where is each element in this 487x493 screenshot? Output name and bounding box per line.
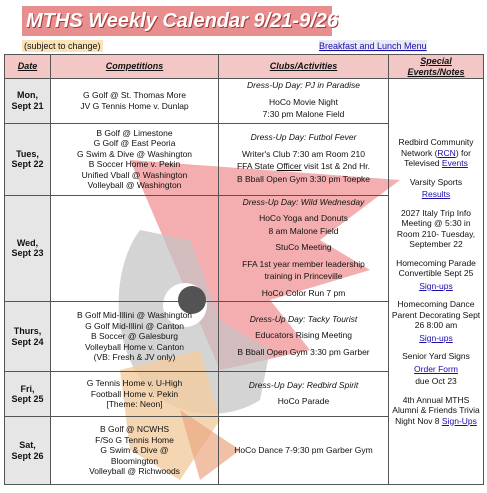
events-link[interactable]: Events bbox=[441, 158, 468, 168]
competition-item: Volleyball @ Washington bbox=[87, 180, 182, 190]
dress-up-day: Dress-Up Day: Redbird Spirit bbox=[248, 379, 359, 390]
page-title: MTHS Weekly Calendar 9/21-9/26 bbox=[22, 6, 332, 36]
competitions-cell bbox=[51, 195, 219, 302]
rcn-link[interactable]: RCN bbox=[437, 147, 456, 158]
date-date: Sept 22 bbox=[11, 159, 44, 169]
date-date: Sept 25 bbox=[11, 394, 44, 404]
competitions-cell bbox=[51, 79, 219, 124]
competition-item: (VB: Fresh & JV only) bbox=[93, 352, 176, 363]
competition-item: G Tennis Home v. U-High bbox=[86, 378, 183, 389]
table-header-row bbox=[5, 55, 484, 79]
special-events-cell bbox=[389, 79, 484, 485]
date-day: Fri, bbox=[20, 383, 35, 394]
competition-item: B Golf @ NCWHS bbox=[99, 424, 170, 435]
competition-item: G Golf Mid-Illini @ Canton bbox=[85, 320, 184, 331]
event-text: Redbird Community Network ( bbox=[398, 137, 474, 158]
club-item: FFA 1st year member leadership bbox=[242, 258, 365, 269]
parade-signup-link[interactable]: Sign-ups bbox=[419, 280, 453, 291]
club-item: 7:30 pm Malone Field bbox=[262, 109, 345, 119]
competition-item: B Soccer @ Galesburg bbox=[90, 331, 179, 342]
club-item: HoCo Parade bbox=[277, 396, 330, 406]
event-homecoming-parade bbox=[391, 258, 481, 292]
clubs-cell bbox=[219, 195, 389, 302]
competition-item: Unified Vball @ Washington bbox=[81, 169, 188, 180]
date-date: Sept 24 bbox=[11, 336, 44, 347]
club-item: 8 am Malone Field bbox=[268, 225, 339, 236]
clubs-cell bbox=[219, 372, 389, 417]
event-redbird-network bbox=[391, 137, 481, 169]
event-trivia-night bbox=[391, 395, 481, 427]
event-text: Homecoming Parade Convertible Sept 25 bbox=[396, 257, 476, 278]
club-item: B Bball Open Gym 3:30 pm Toepke bbox=[236, 173, 371, 184]
competition-item: [Theme: Neon] bbox=[106, 399, 163, 410]
header-date: Date bbox=[5, 55, 51, 79]
club-item-link: Officer bbox=[276, 161, 302, 171]
competition-item: B Golf @ Limestone bbox=[96, 127, 173, 138]
clubs-cell bbox=[219, 302, 389, 372]
header-competitions: Competitions bbox=[51, 55, 219, 79]
date-day: Mon, bbox=[17, 90, 38, 101]
date-day: Sat, bbox=[19, 440, 36, 450]
dress-up-day: Dress-Up Day: Wild Wednesday bbox=[242, 196, 365, 207]
club-item: HoCo Dance 7-9:30 pm Garber Gym bbox=[234, 445, 373, 456]
event-text: Varsity Sports bbox=[409, 176, 463, 187]
competition-item: JV G Tennis Home v. Dunlap bbox=[80, 100, 189, 111]
club-item: B Bball Open Gym 3:30 pm Garber bbox=[237, 346, 370, 357]
competition-item: G Golf @ St. Thomas More bbox=[83, 90, 186, 101]
club-item: FFA State Officer visit 1st & 2nd Hr. bbox=[236, 161, 371, 171]
header-special-events: Special Events/Notes bbox=[389, 55, 484, 79]
dress-up-day: Dress-Up Day: Tacky Tourist bbox=[249, 313, 358, 324]
trivia-signup-link[interactable]: Sign-Ups bbox=[441, 415, 477, 426]
competitions-cell bbox=[51, 123, 219, 195]
club-item: Educators Rising Meeting bbox=[255, 330, 352, 341]
clubs-cell bbox=[219, 123, 389, 195]
date-day: Tues, bbox=[16, 148, 39, 159]
date-date: Sept 21 bbox=[11, 100, 44, 111]
clubs-cell bbox=[219, 79, 389, 124]
competitions-cell bbox=[51, 302, 219, 372]
dress-up-day: Dress-Up Day: PJ in Paradise bbox=[247, 80, 360, 90]
event-text: ) for Televised bbox=[404, 147, 471, 168]
clubs-cell bbox=[219, 417, 389, 485]
club-item: HoCo Movie Night bbox=[269, 96, 338, 107]
club-item: HoCo Color Run 7 pm bbox=[261, 287, 346, 298]
competitions-cell bbox=[51, 417, 219, 485]
date-cell bbox=[5, 123, 51, 195]
dance-signup-link[interactable]: Sign-ups bbox=[419, 332, 453, 343]
competitions-cell bbox=[51, 372, 219, 417]
date-cell bbox=[5, 417, 51, 485]
table-row bbox=[5, 79, 484, 124]
date-cell bbox=[5, 79, 51, 124]
event-senior-yard-signs bbox=[391, 351, 481, 387]
event-text: due Oct 23 bbox=[415, 376, 457, 386]
weekly-calendar-table bbox=[4, 54, 484, 485]
dress-up-day: Dress-Up Day: Futbol Fever bbox=[250, 132, 357, 142]
event-text: Homecoming Dance Parent Decorating Sept 26 8:00 am bbox=[391, 299, 481, 330]
competition-item: Bloomington bbox=[110, 455, 159, 466]
results-link[interactable]: Results bbox=[421, 189, 451, 199]
competition-item: G Swim & Dive @ bbox=[100, 445, 169, 456]
date-cell bbox=[5, 195, 51, 302]
competition-item: Football Home v. Pekin bbox=[90, 388, 179, 399]
competition-item: Volleyball @ Richwoods bbox=[89, 466, 180, 477]
date-date: Sept 26 bbox=[11, 450, 44, 461]
club-item: training in Princeville bbox=[264, 271, 343, 281]
order-form-link[interactable]: Order Form bbox=[414, 363, 458, 374]
date-cell bbox=[5, 372, 51, 417]
date-date: Sept 23 bbox=[11, 248, 44, 259]
subtitle-note: (subject to change) bbox=[24, 41, 101, 51]
competition-item: F/So G Tennis Home bbox=[95, 434, 174, 445]
breakfast-lunch-menu-link[interactable]: Breakfast and Lunch Menu bbox=[319, 41, 427, 51]
event-homecoming-dance bbox=[391, 299, 481, 343]
competition-item: B Soccer Home v. Pekin bbox=[88, 159, 181, 169]
event-text: 4th Annual MTHS Alumni & Friends Trivia Night Nov 8 bbox=[392, 394, 480, 426]
club-item: Writer's Club 7:30 am Room 210 bbox=[242, 148, 365, 159]
event-text: Senior Yard Signs bbox=[402, 351, 470, 361]
competition-item: G Golf @ East Peoria bbox=[93, 138, 176, 148]
competition-item: B Golf Mid-Illini @ Washington bbox=[76, 310, 193, 321]
club-item: HoCo Yoga and Donuts bbox=[259, 213, 348, 223]
event-varsity-sports bbox=[391, 177, 481, 200]
date-day: Wed, bbox=[16, 237, 39, 248]
header-clubs: Clubs/Activities bbox=[219, 55, 389, 79]
club-item: StuCo Meeting bbox=[275, 242, 332, 252]
event-italy-trip: 2027 Italy Trip Info Meeting @ 5:30 in Room 210- Tuesday, September 22 bbox=[396, 207, 476, 249]
competition-item: G Swim & Dive @ Washington bbox=[76, 148, 193, 159]
date-cell bbox=[5, 302, 51, 372]
competition-item: Volleyball Home v. Canton bbox=[84, 341, 185, 352]
date-day: Thurs, bbox=[13, 326, 42, 336]
